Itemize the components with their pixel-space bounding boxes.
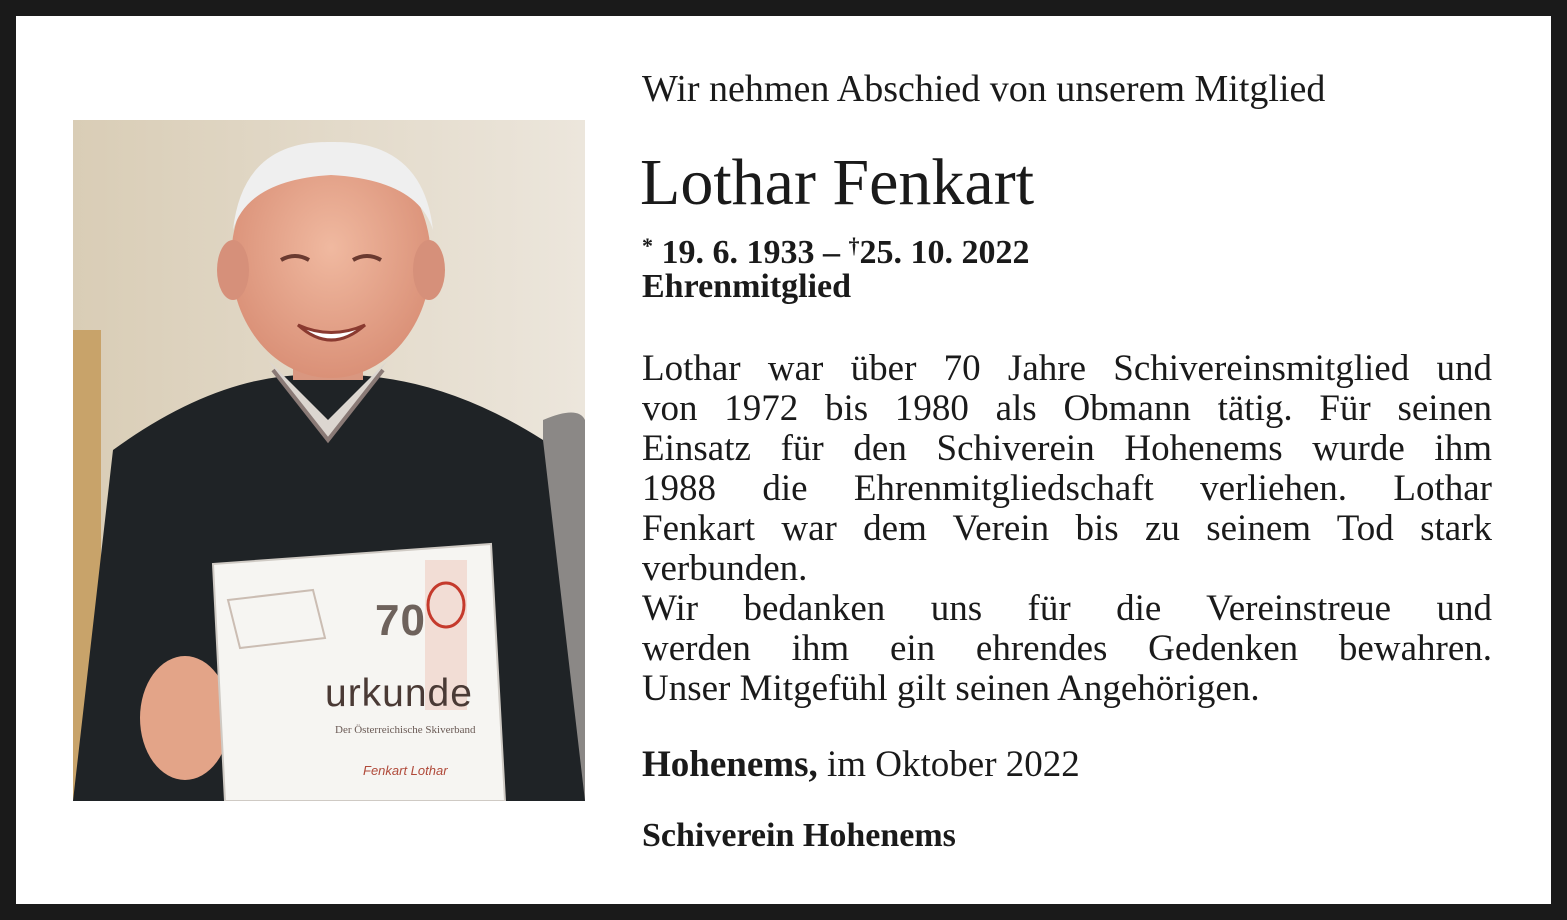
place-name: Hohenems, [642, 744, 818, 785]
text-line: Unser Mitgefühl gilt seinen Angehörigen. [642, 668, 1260, 709]
date-dash: – [814, 234, 849, 271]
intro-line: Wir nehmen Abschied von unserem Mitglied [642, 68, 1326, 110]
place-date-line [642, 743, 1080, 787]
club-signature: Schiverein Hohenems [642, 817, 956, 854]
membership-role: Ehrenmitglied [642, 268, 852, 305]
deceased-name: Lothar Fenkart [640, 146, 1035, 219]
certificate-name: Fenkart Lothar [363, 763, 448, 778]
birth-date: 19. 6. 1933 [661, 234, 815, 271]
text-line: Einsatz für den Schiverein Hohenems wurde ihm [642, 428, 1492, 469]
text-line: Fenkart war dem Verein bis zu seinem Tod stark [642, 508, 1492, 549]
birth-symbol: * [642, 233, 653, 258]
obituary-text [642, 349, 1492, 709]
text-line: Wir bedanken uns für die Vereinstreue und [642, 588, 1492, 629]
certificate-title: urkunde [325, 672, 473, 715]
certificate-number: 70 [375, 596, 426, 645]
text-line: 1988 die Ehrenmitgliedschaft verliehen. Lothar [642, 468, 1492, 509]
death-symbol: † [848, 233, 860, 258]
certificate-subtitle: Der Österreichische Skiverband [335, 724, 476, 736]
death-date: 25. 10. 2022 [859, 234, 1030, 271]
text-line: verbunden. [642, 548, 808, 589]
text-line: von 1972 bis 1980 als Obmann tätig. Für seinen [642, 388, 1492, 429]
text-line: Lothar war über 70 Jahre Schivereinsmitglied und [642, 348, 1492, 389]
month-year: im Oktober 2022 [817, 744, 1080, 785]
text-line: werden ihm ein ehrendes Gedenken bewahren. [642, 628, 1492, 669]
portrait-photo [73, 120, 585, 801]
